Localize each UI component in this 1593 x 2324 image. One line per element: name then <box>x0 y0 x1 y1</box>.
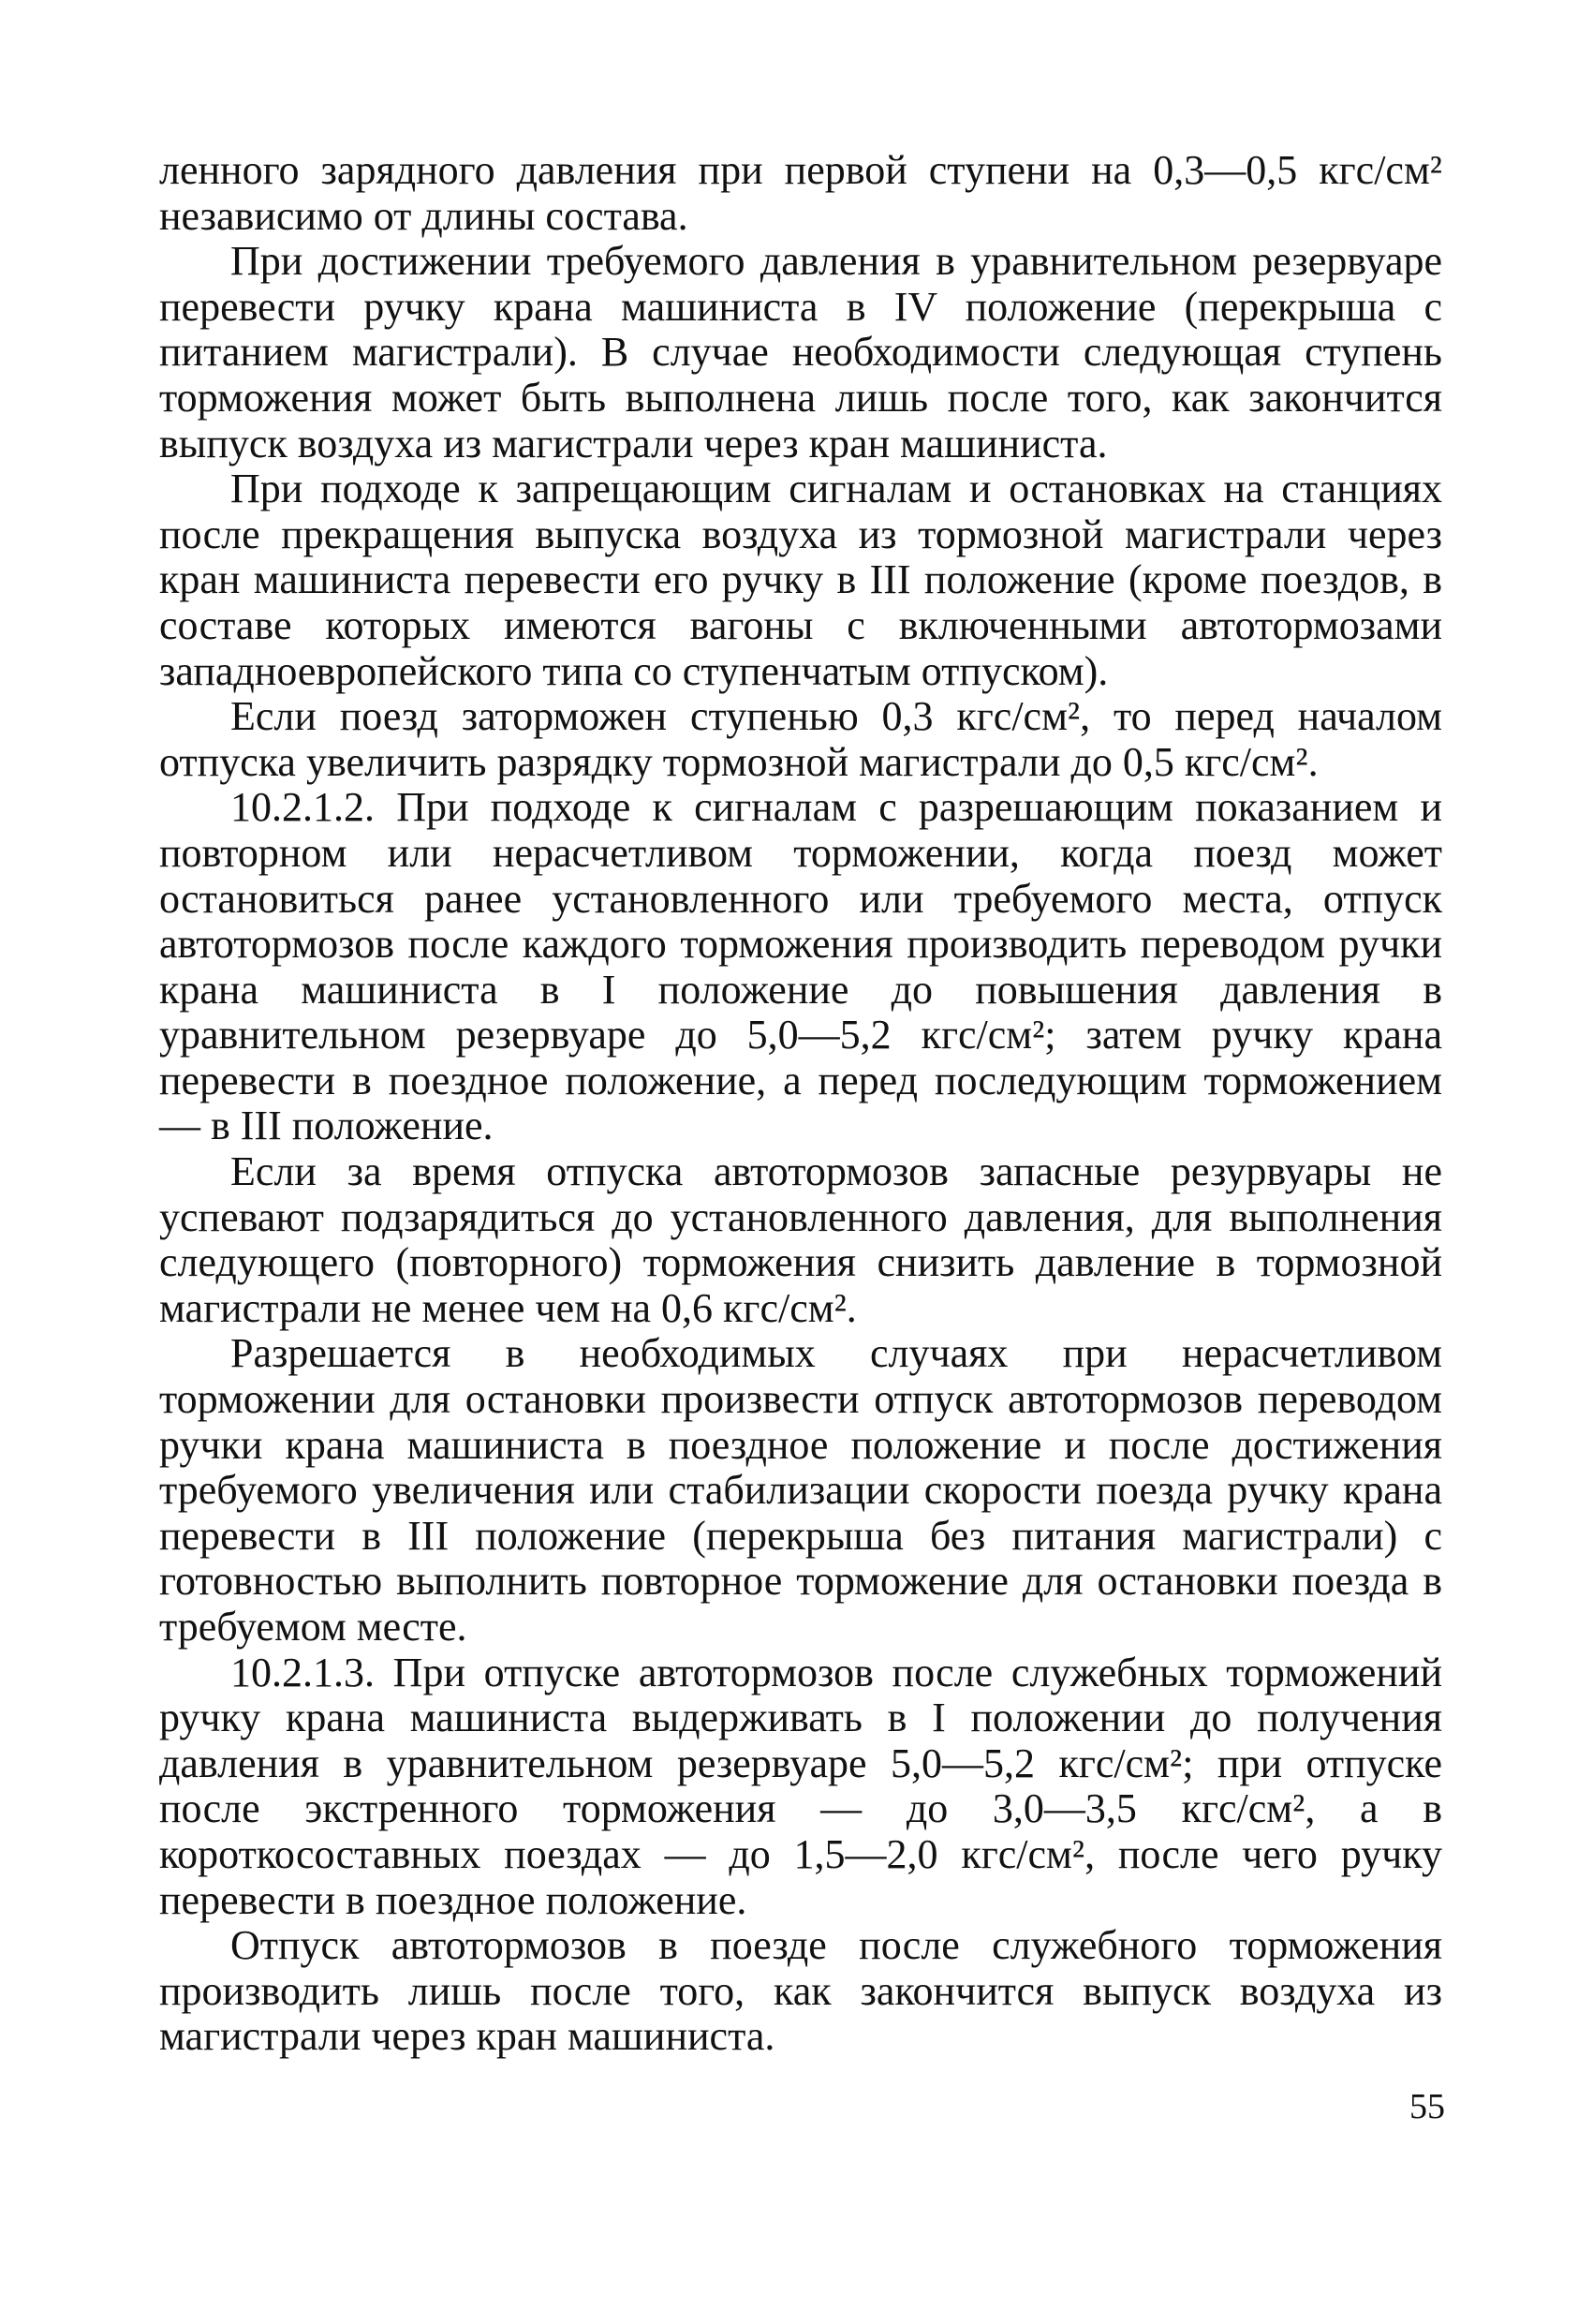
paragraph-permitted-release: Разрешается в необходимых случаях при нерасчетливом торможении для остановки произвести отпуск автотормозов переводом ручки крана машиниста в поездное положение и после достижения требуемого увеличения или стабилизации скорости поезда ручку крана перевести в III положение (перекрыша без питания магистрали) с готовностью выполнить повторное торможение для остановки поезда в требуемом месте. <box>159 1330 1442 1650</box>
paragraph-prohibiting-signals: При подходе к запрещающим сигналам и остановках на станциях после прекращения выпуска воздуха из тормозной магистрали через кран машиниста перевести его ручку в III положение (кроме поездов, в составе которых имеются вагоны с включенными автотормозами западноевропейского типа со ступенчатым отпуском). <box>159 466 1442 694</box>
paragraph-step-braking: Если поезд заторможен ступенью 0,3 кгс/см², то перед началом отпуска увеличить разрядку тормозной магистрали до 0,5 кгс/см². <box>159 693 1442 785</box>
paragraph-section-10-2-1-3: 10.2.1.3. При отпуске автотормозов после служебных торможений ручку крана машиниста выдерживать в I положении до получения давления в уравнительном резервуаре 5,0—5,2 кгс/см²; при отпуске после экстренного торможения — до 3,0—3,5 кгс/см², а в короткосоставных поездах — до 1,5—2,0 кгс/см², после чего ручку перевести в поездное положение. <box>159 1649 1442 1923</box>
paragraph-continuation: ленного зарядного давления при первой ступени на 0,3—0,5 кгс/см² независимо от длины состава. <box>159 147 1442 239</box>
paragraph-reservoir-recharge: Если за время отпуска автотормозов запасные резурвуары не успевают подзарядиться до установленного давления, для выполнения следующего (повторного) торможения снизить давление в тормозной магистрали не менее чем на 0,6 кгс/см². <box>159 1148 1442 1331</box>
page-number: 55 <box>1409 2087 1445 2126</box>
paragraph-service-braking-release: Отпуск автотормозов в поезде после служебного торможения производить лишь после того, как закончится выпуск воздуха из магистрали через кран машиниста. <box>159 1922 1442 2060</box>
paragraph-section-10-2-1-2: 10.2.1.2. При подходе к сигналам с разрешающим показанием и повторном или нерасчетливом торможении, когда поезд может остановиться ранее установленного или требуемого места, отпуск автотормозов после каждого торможения производить переводом ручки крана машиниста в I положение до повышения давления в уравнительном резервуаре до 5,0—5,2 кгс/см²; затем ручку крана перевести в поездное положение, а перед последующим торможением — в III положение. <box>159 784 1442 1149</box>
paragraph-equalizing-reservoir: При достижении требуемого давления в уравнительном резервуаре перевести ручку крана машиниста в IV положение (перекрыша с питанием магистрали). В случае необходимости следующая ступень торможения может быть выполнена лишь после того, как закончится выпуск воздуха из магистрали через кран машиниста. <box>159 238 1442 466</box>
body-text <box>159 148 1442 2060</box>
